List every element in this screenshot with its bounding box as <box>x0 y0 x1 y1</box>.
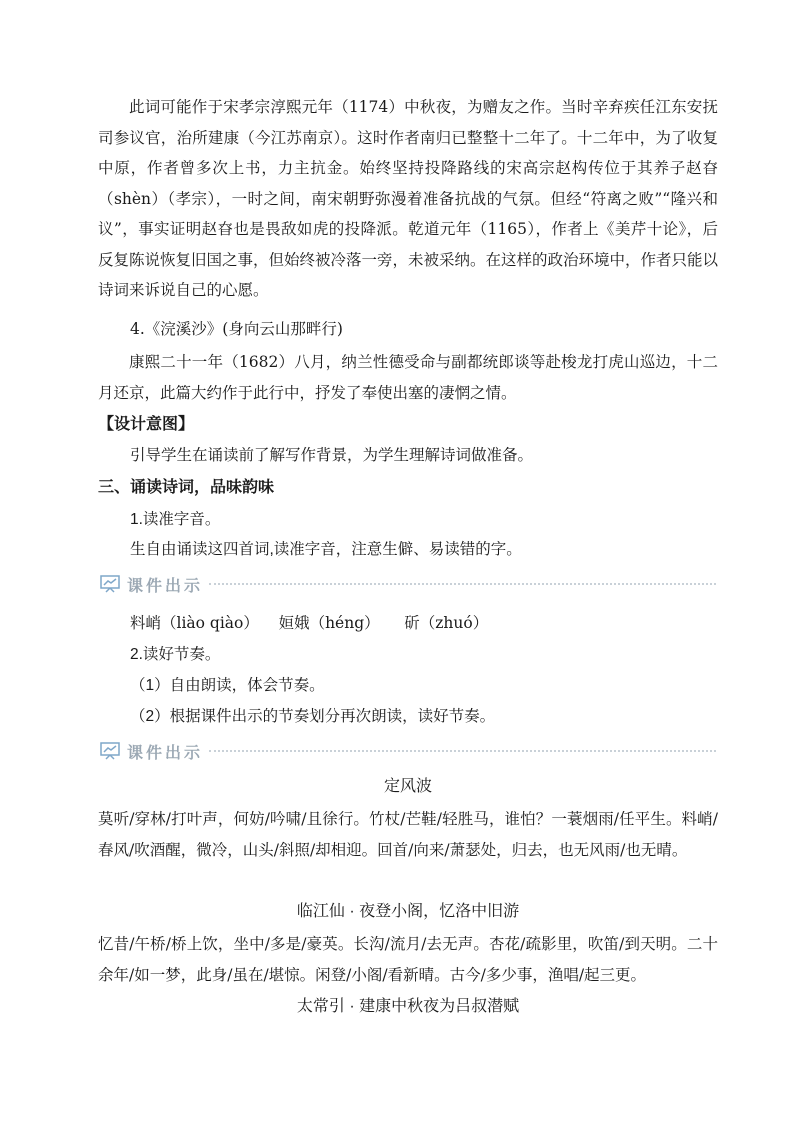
section3-heading: 三、诵读诗词，品味韵味 <box>98 477 275 496</box>
poem3-title: 太常引 · 建康中秋夜为吕叔潜赋 <box>296 998 520 1015</box>
item4-title: 4.《浣溪沙》(身向云山那畔行) <box>130 320 343 338</box>
ppt-banner-2 <box>100 740 716 762</box>
ppt-banner <box>100 573 716 595</box>
step1-heading: 1.读准字音。 <box>130 511 221 528</box>
poem2-text: 忆昔/午桥/桥上饮，坐中/多是/豪英。长沟/流月/去无声。杏花/疏影里，吹笛/到天明。二十余年/如一梦，此身/虽在/堪惊。闲登/小阁/看新晴。古今/多少事，渔唱/起三更。 <box>98 935 718 984</box>
pronunciation-list: 料峭（liào qiào） 姮娥（héng） 斫（zhuó） <box>130 614 489 632</box>
background-paragraph-2: 康熙二十一年（1682）八月，纳兰性德受命与副都统郎谈等赴梭龙打虎山巡边，十二月还京，此篇大约作于此行中，抒发了奉使出塞的凄惘之情。 <box>98 353 718 402</box>
design-intent-text: 引导学生在诵读前了解写作背景，为学生理解诗词做准备。 <box>130 446 534 464</box>
step2-heading: 2.读好节奏。 <box>130 646 221 663</box>
ppt-label: 课件出示 <box>127 575 204 595</box>
dotted-divider <box>209 750 716 752</box>
ppt-label: 课件出示 <box>127 742 204 762</box>
dotted-divider <box>209 583 716 585</box>
poem1-title: 定风波 <box>383 778 432 795</box>
step2-item-2: （2）根据课件出示的节奏划分再次朗读，读好节奏。 <box>130 708 496 725</box>
step1-text: 生自由诵读这四首词,读准字音，注意生僻、易读错的字。 <box>130 541 522 558</box>
background-paragraph: 此词可能作于宋孝宗淳熙元年（1174）中秋夜，为赠友之作。当时辛弃疾任江东安抚司参议官，治所建康（今江苏南京）。这时作者南归已整整十二年了。十二年中，为了收复中原，作者曾多次上书，力主抗金。始终坚持投降路线的宋高宗赵构传位于其养子赵昚（shèn）（孝宗），一时之间，南宋朝野弥漫着准备抗战的气氛。但经“符离之败”“隆兴和议”，事实证明赵昚也是畏敌如虎的投降派。乾道元年（1165），作者上《美芹十论》，后反复陈说恢复旧国之事，但始终被冷落一旁，未被采纳。在这样的政治环境中，作者只能以诗词来诉说自己的心愿。 <box>98 98 719 299</box>
presentation-chart-icon <box>100 575 120 593</box>
step2-item-1: （1）自由朗读，体会节奏。 <box>130 677 325 694</box>
poem1-text: 莫听/穿林/打叶声，何妨/吟啸/且徐行。竹杖/芒鞋/轻胜马，谁怕？一蓑烟雨/任平生。料峭/春风/吹酒醒，微冷，山头/斜照/却相迎。回首/向来/萧瑟处，归去，也无风雨/也无晴。 <box>98 810 718 859</box>
design-intent-heading: 【设计意图】 <box>98 414 195 433</box>
presentation-chart-icon <box>100 742 120 760</box>
poem2-title: 临江仙 · 夜登小阁，忆洛中旧游 <box>296 903 520 920</box>
